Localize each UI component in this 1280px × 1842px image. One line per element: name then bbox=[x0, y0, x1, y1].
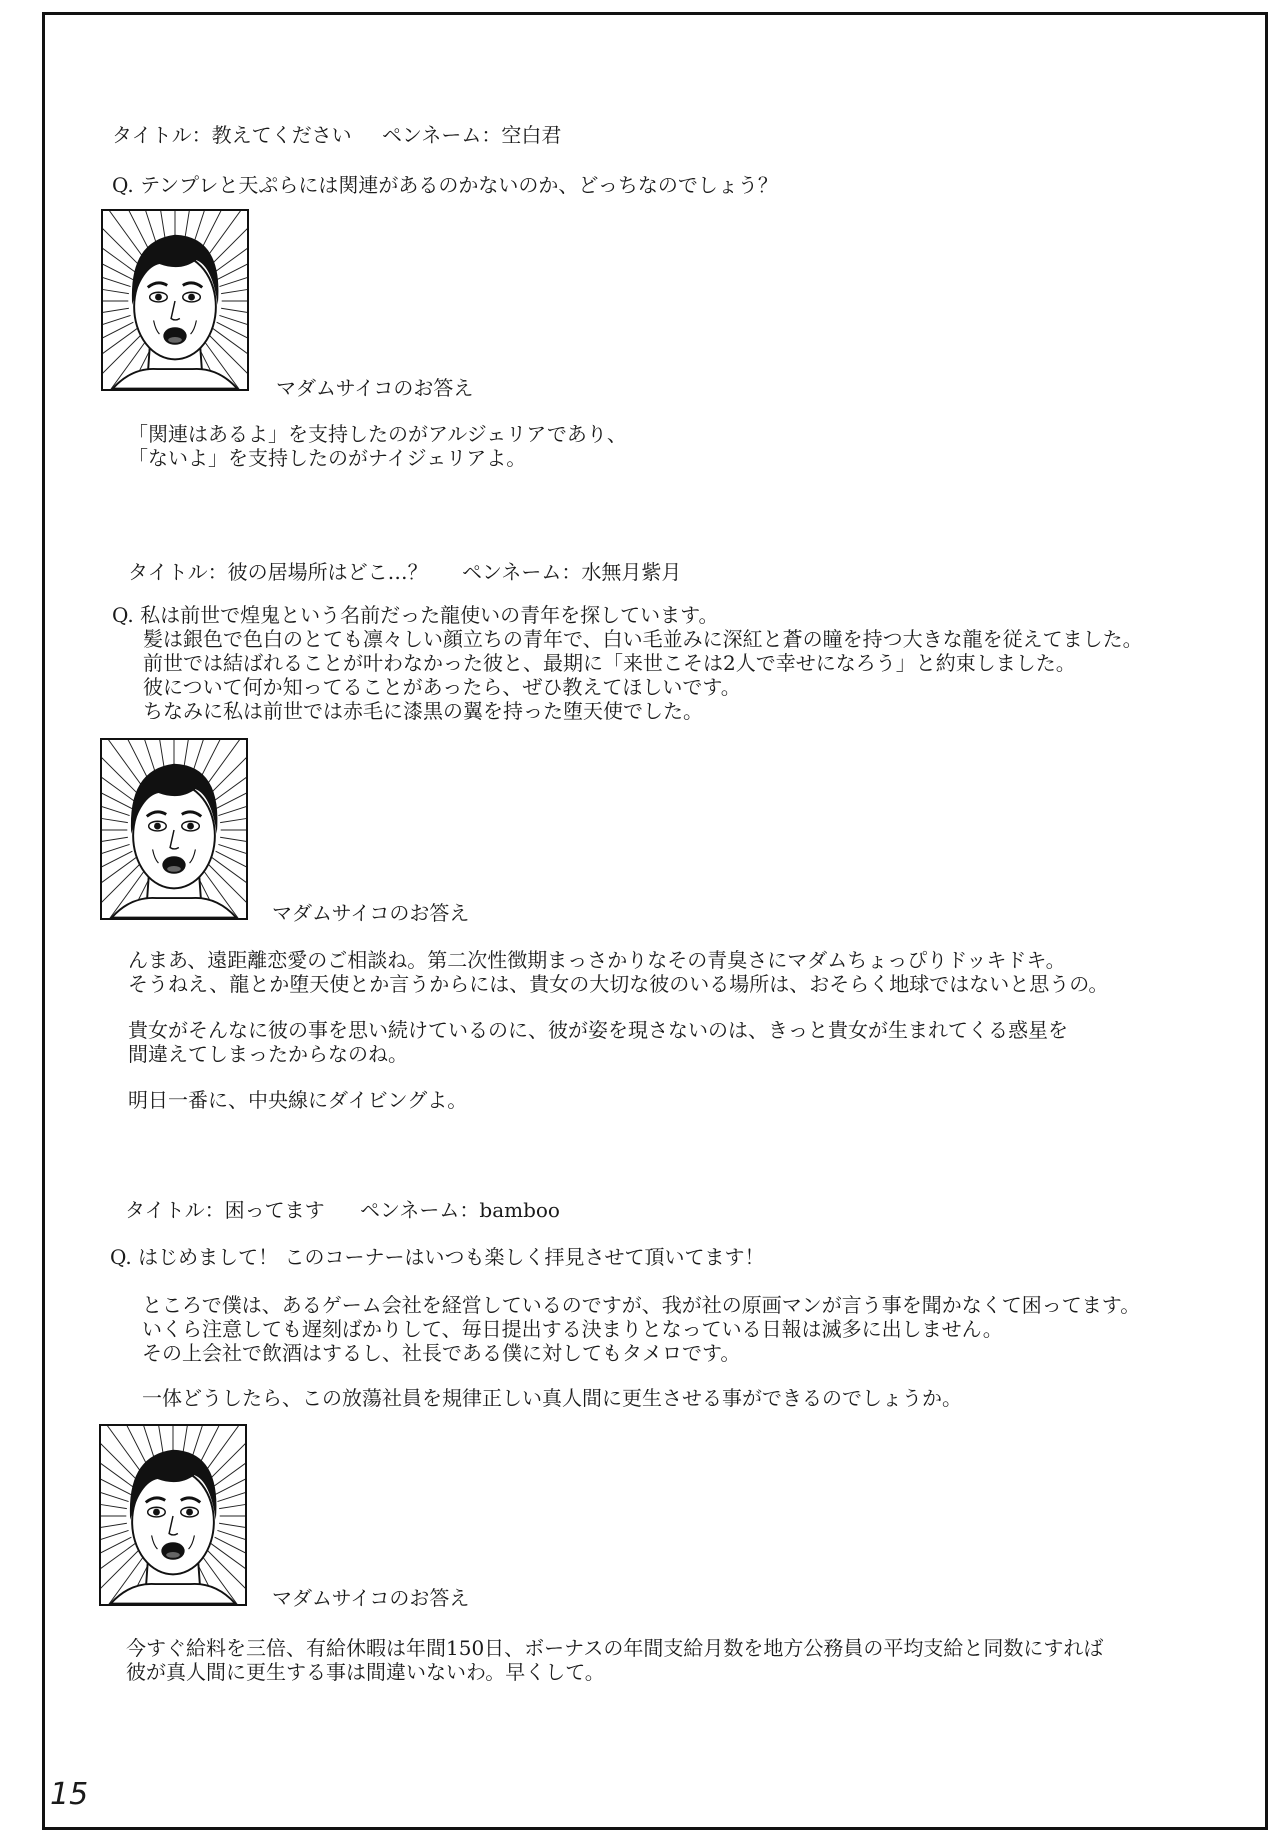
entry-1-penname: ペンネーム：空白君 bbox=[382, 123, 562, 147]
entry-3-answer-line: 今すぐ給料を三倍、有給休暇は年間150日、ボーナスの年間支給月数を地方公務員の平均支給と同数にすれば bbox=[126, 1636, 1104, 1660]
entry-2-answer-line: 貴女がそんなに彼の事を思い続けているのに、彼が姿を現さないのは、きっと貴女が生まれてくる惑星を bbox=[128, 1018, 1068, 1042]
answer-label: マダムサイコのお答え bbox=[276, 376, 474, 400]
entry-3-question-line: いくら注意しても遅刻ばかりして、毎日提出する決まりとなっている日報は滅多に出しません。 bbox=[142, 1317, 1003, 1341]
entry-2-question-line: 髪は銀色で色白のとても凛々しい顔立ちの青年で、白い毛並みに深紅と蒼の瞳を持つ大きな龍を従えてました。 bbox=[143, 627, 1143, 651]
entry-3-title: タイトル：困ってます bbox=[125, 1198, 325, 1222]
entry-1-question-line: Q. テンプレと天ぷらには関連があるのかないのか、どっちなのでしょう？ bbox=[112, 173, 778, 197]
madam-psycho-portrait bbox=[99, 1424, 247, 1606]
entry-2-answer-line: 明日一番に、中央線にダイビングよ。 bbox=[128, 1088, 468, 1112]
madam-psycho-portrait bbox=[100, 738, 248, 920]
entry-2-answer-line: んまあ、遠距離恋愛のご相談ね。第二次性徴期まっさかりなその青臭さにマダムちょっぴりドッキドキ。 bbox=[128, 948, 1066, 972]
entry-1-title: タイトル：教えてください bbox=[112, 123, 352, 147]
entry-2-question-line: 彼について何か知ってることがあったら、ぜひ教えてほしいです。 bbox=[143, 675, 741, 699]
entry-3-answer-line: 彼が真人間に更生する事は間違いないわ。早くして。 bbox=[126, 1660, 605, 1684]
entry-2-question-line: Q. 私は前世で煌鬼という名前だった龍使いの青年を探しています。 bbox=[112, 603, 719, 627]
entry-3-question-line: その上会社で飲酒はするし、社長である僕に対してもタメロです。 bbox=[142, 1341, 741, 1365]
entry-2-penname: ペンネーム：水無月紫月 bbox=[462, 560, 682, 584]
madam-psycho-portrait bbox=[101, 209, 249, 391]
entry-2-question-line: 前世では結ばれることが叶わなかった彼と、最期に「来世こそは2人で幸せになろう」と約束しました。 bbox=[143, 651, 1076, 675]
entry-3-penname: ペンネーム：bamboo bbox=[360, 1198, 560, 1222]
answer-label: マダムサイコのお答え bbox=[272, 1586, 470, 1610]
entry-2-title: タイトル：彼の居場所はどこ…？ bbox=[128, 560, 428, 584]
entry-2-answer-line: 間違えてしまったからなのね。 bbox=[128, 1042, 408, 1066]
entry-2-answer-line: そうねえ、龍とか堕天使とか言うからには、貴女の大切な彼のいる場所は、おそらく地球ではないと思うの。 bbox=[128, 972, 1109, 996]
entry-3-question-line: Q. はじめまして！ このコーナーはいつも楽しく拝見させて頂いてます！ bbox=[110, 1245, 765, 1269]
entry-1-answer-line: 「関連はあるよ」を支持したのがアルジェリアであり、 bbox=[128, 422, 627, 446]
entry-3-question-line: ところで僕は、あるゲーム会社を経営しているのですが、我が社の原画マンが言う事を聞かなくて困ってます。 bbox=[142, 1293, 1141, 1317]
answer-label: マダムサイコのお答え bbox=[272, 901, 470, 925]
entry-1-answer-line: 「ないよ」を支持したのがナイジェリアよ。 bbox=[128, 446, 527, 470]
page-number: 15 bbox=[50, 1777, 89, 1812]
entry-2-question-line: ちなみに私は前世では赤毛に漆黒の翼を持った堕天使でした。 bbox=[143, 699, 703, 723]
entry-3-question-line: 一体どうしたら、この放蕩社員を規律正しい真人間に更生させる事ができるのでしょうか。 bbox=[142, 1386, 962, 1410]
